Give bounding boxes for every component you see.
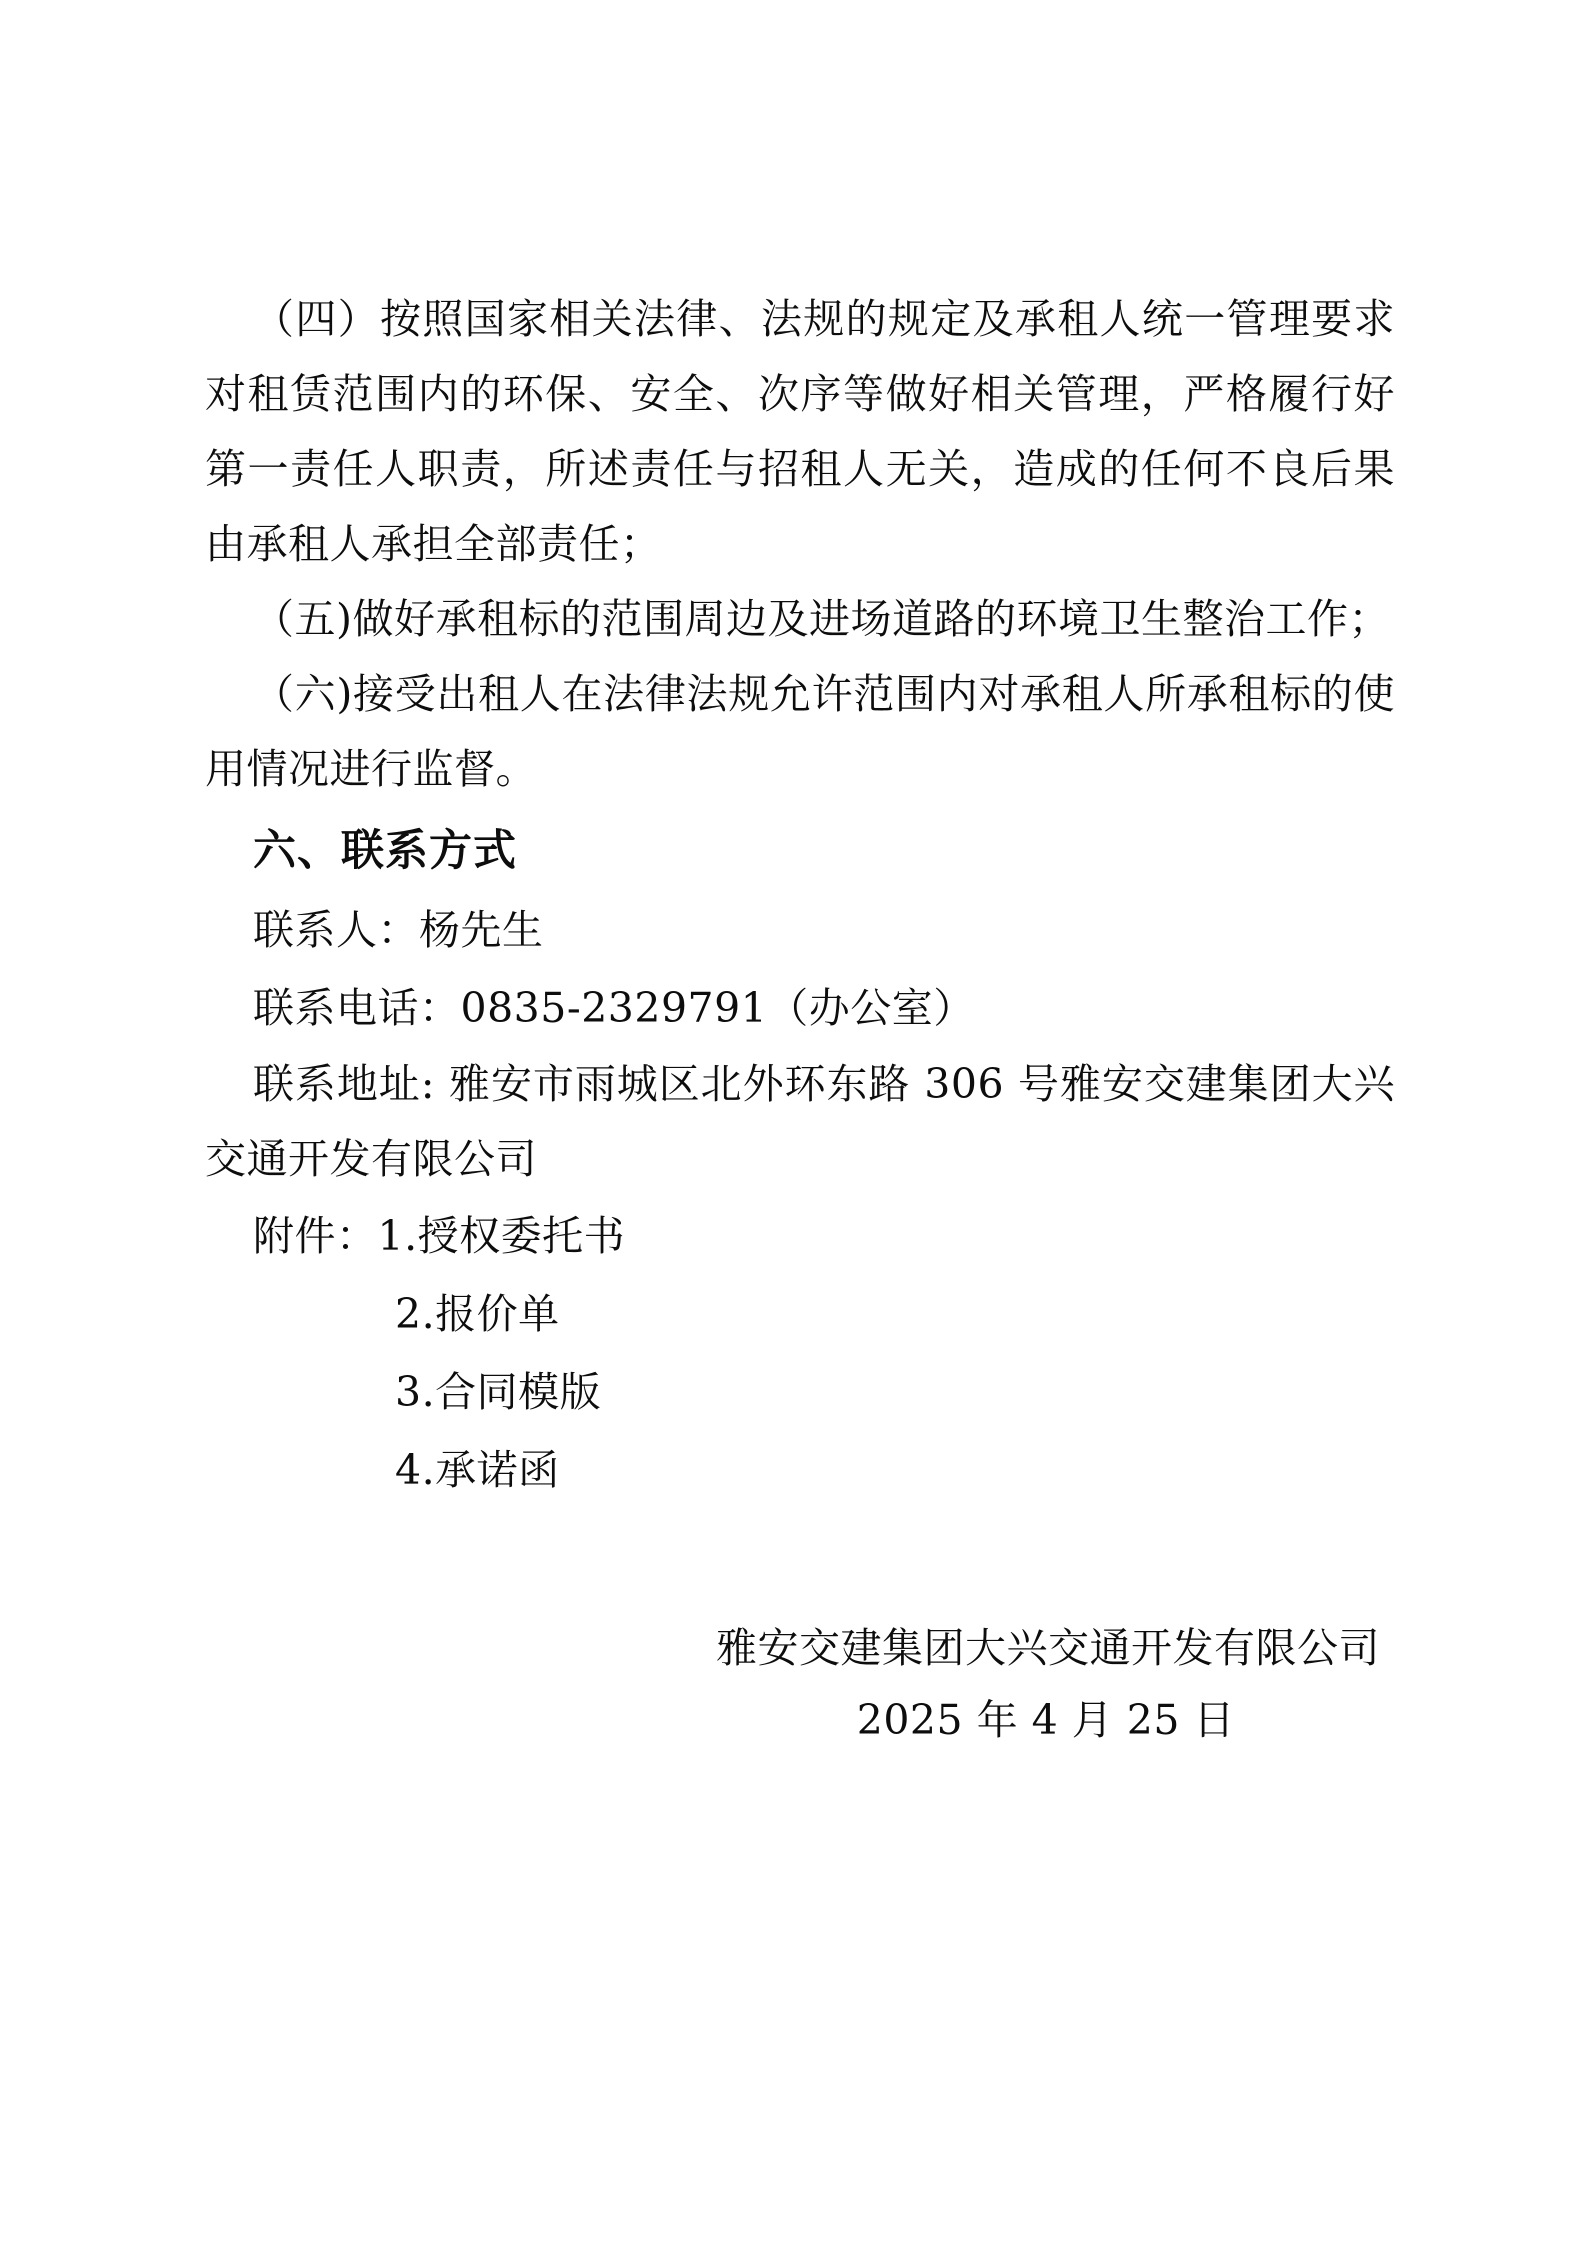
- document-body: [205, 282, 1395, 1509]
- signature-block: [205, 1612, 1395, 1756]
- attachment-label: 附件：1.授权委托书: [253, 1212, 626, 1260]
- signature-date: 2025 年 4 月 25 日: [856, 1696, 1235, 1744]
- paragraph-five: （五)做好承租标的范围周边及进场道路的环境卫生整治工作；: [253, 595, 1390, 643]
- attachment-item: 3.合同模版: [395, 1368, 602, 1416]
- contact-person: 联系人：杨先生: [253, 906, 544, 954]
- paragraph-six: （六)接受出租人在法律法规允许范围内对承租人所承租标的使用情况进行监督。: [205, 670, 1395, 793]
- signature-company: 雅安交建集团大兴交通开发有限公司: [716, 1624, 1380, 1672]
- contact-address: 联系地址: 雅安市雨城区北外环东路 306 号雅安交建集团大兴交通开发有限公司: [205, 1060, 1395, 1183]
- contact-phone: 联系电话：0835-2329791（办公室）: [253, 984, 975, 1032]
- attachment-item: 4.承诺函: [395, 1446, 560, 1494]
- attachment-item: 2.报价单: [395, 1290, 560, 1338]
- section-heading-contact: 六、联系方式: [253, 826, 517, 876]
- paragraph-four: （四）按照国家相关法律、法规的规定及承租人统一管理要求对租赁范围内的环保、安全、次序等做好相关管理，严格履行好第一责任人职责，所述责任与招租人无关，造成的任何不良后果由承租人承担全部责任；: [205, 295, 1395, 568]
